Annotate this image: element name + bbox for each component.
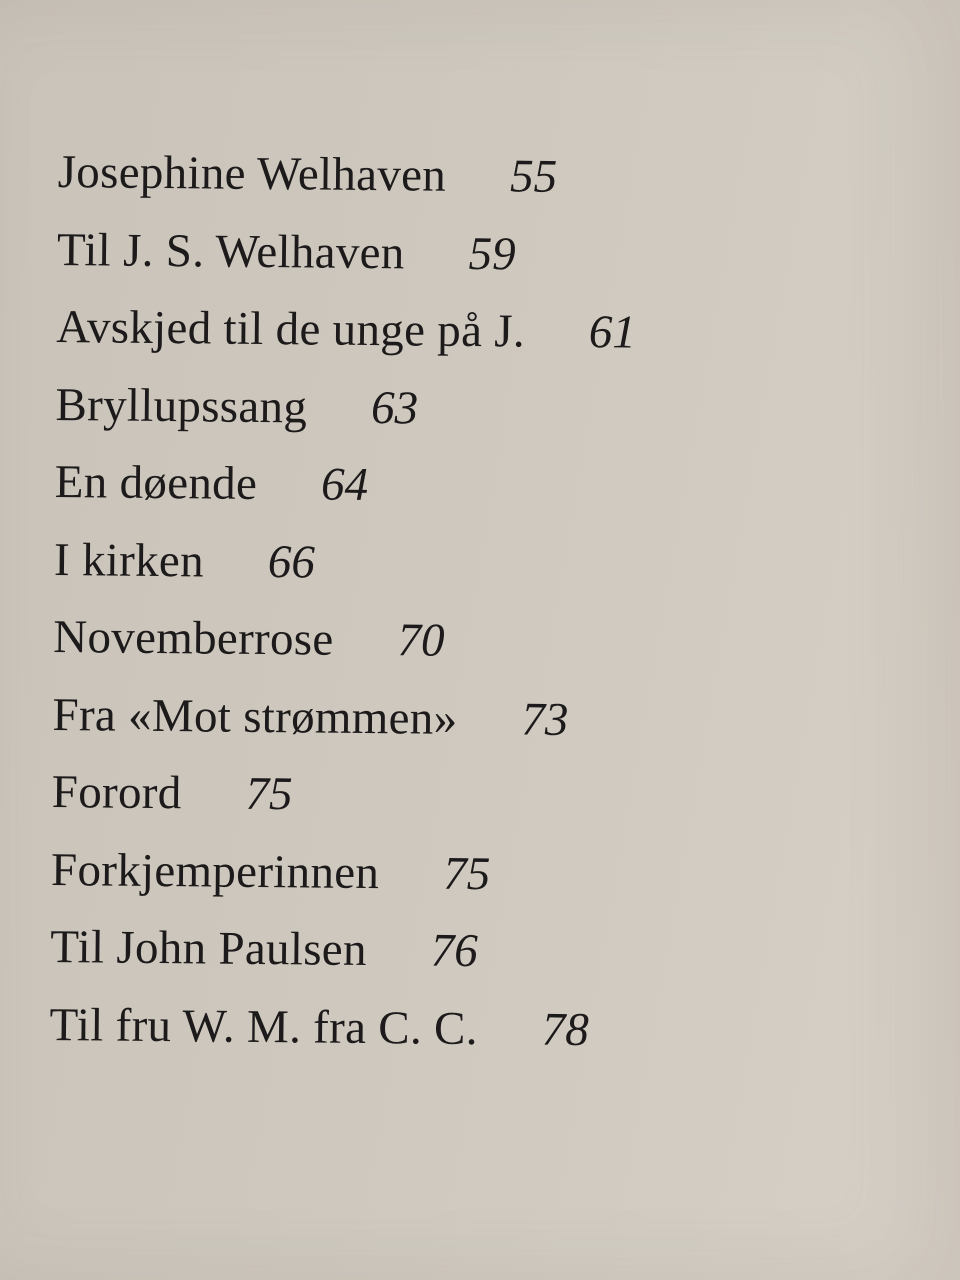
toc-entry-title: Til John Paulsen [50,920,368,976]
toc-entry [49,997,910,1083]
toc-entry [53,610,914,696]
toc-entry-page-number: 64 [320,458,369,511]
toc-entry-title: Novemberrose [53,610,334,666]
toc-entry [54,455,915,541]
toc-entry-page-number: 63 [370,381,419,434]
toc-entry [50,920,911,1006]
toc-entry [52,687,913,773]
toc-entry-title: En døende [54,455,258,510]
toc-entry [51,765,912,851]
toc-entry-title: Avskjed til de unge på J. [56,300,526,358]
table-of-contents [49,145,918,1083]
toc-entry-title: Forord [51,765,182,820]
toc-entry-title: Bryllupssang [55,378,308,433]
toc-entry [51,842,912,928]
toc-entry-page-number: 70 [397,614,445,667]
toc-entry-page-number: 66 [267,535,316,588]
toc-entry-page-number: 75 [245,767,293,821]
toc-entry-page-number: 59 [468,227,516,280]
toc-entry-title: Josephine Welhaven [57,145,447,202]
toc-entry [57,145,918,231]
toc-entry-page-number: 78 [541,1003,590,1056]
toc-entry-title: Til J. S. Welhaven [56,223,405,279]
toc-entry-title: Fra «Mot strømmen» [52,688,458,745]
toc-entry-page-number: 73 [521,692,569,746]
toc-entry-title: Til fru W. M. fra C. C. [49,998,479,1055]
toc-entry-page-number: 75 [442,847,491,900]
toc-entry [55,377,916,463]
toc-entry-title: Forkjemperinnen [50,843,380,899]
toc-entry [57,222,918,308]
toc-entry-page-number: 76 [430,924,479,978]
toc-entry [56,300,917,386]
toc-entry [54,532,915,618]
toc-entry-page-number: 55 [509,150,558,203]
toc-entry-page-number: 61 [588,306,637,359]
toc-entry-title: I kirken [53,533,205,587]
